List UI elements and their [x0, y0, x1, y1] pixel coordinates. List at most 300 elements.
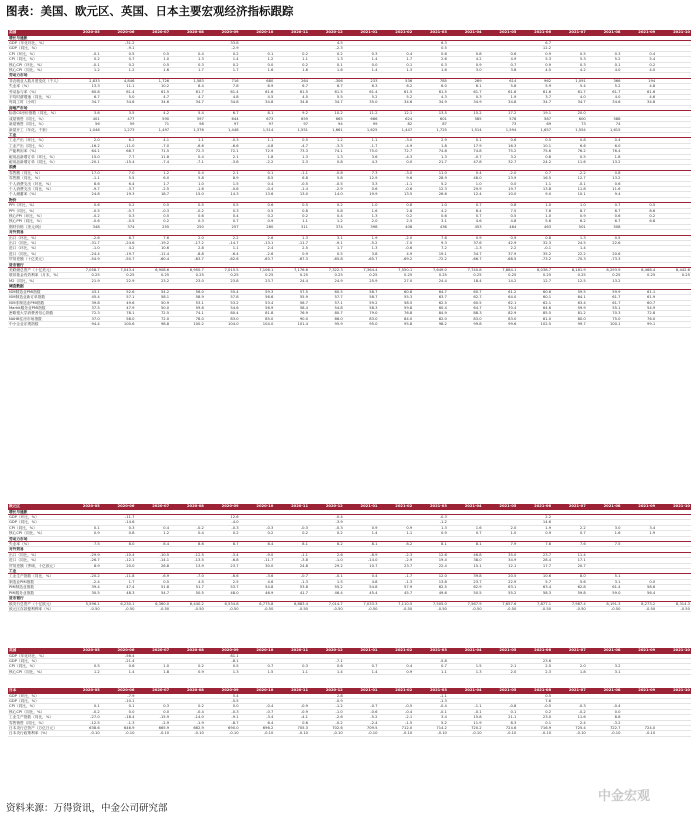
value-cell: 11.1	[101, 84, 136, 89]
value-cell: 0.7	[483, 62, 518, 67]
value-cell: 0.2	[170, 704, 205, 709]
month-header: 2021-02	[378, 648, 413, 654]
value-cell: 1,661	[309, 127, 344, 132]
value-cell: 62.1	[483, 300, 518, 305]
value-cell: 72.9	[240, 149, 275, 154]
indicator-label: 成屋销售（同比，%）	[8, 116, 66, 121]
value-cell: -4.1	[274, 715, 309, 720]
group-label: 工业	[8, 569, 691, 574]
value-cell: 60.6	[517, 289, 552, 294]
month-header: 2021-01	[344, 648, 379, 654]
value-cell: 5.2	[413, 720, 448, 725]
value-cell: 0.2	[205, 62, 240, 67]
value-cell: 0.0	[587, 709, 622, 714]
value-cell: 2.5	[378, 219, 413, 224]
value-cell: 962	[517, 78, 552, 83]
group-label: 增长与通胀	[8, 36, 691, 41]
value-cell: 1.3	[552, 235, 587, 240]
value-cell: 61.4	[101, 89, 136, 94]
value-cell: 311	[274, 224, 309, 229]
value-cell: 9.3	[413, 241, 448, 246]
indicator-label: PMI服务业指数	[8, 590, 66, 595]
value-cell: 1.0	[517, 214, 552, 219]
value-cell: 0.0	[205, 704, 240, 709]
month-header: 2020-05	[66, 30, 101, 36]
value-cell: 70.4	[483, 305, 518, 310]
value-cell: -0.50	[378, 606, 413, 611]
value-cell: 64.0	[483, 295, 518, 300]
value-cell: 72.0	[135, 316, 170, 321]
value-cell: 0.3	[344, 51, 379, 56]
value-cell: 0.2	[274, 62, 309, 67]
value-cell: 785	[413, 78, 448, 83]
value-cell: 8,273.2	[622, 601, 657, 606]
month-header: 2020-10	[240, 504, 275, 510]
group-label: 房地产市场	[8, 105, 691, 110]
value-cell: -1.1	[378, 181, 413, 186]
value-cell: 55.4	[205, 289, 240, 294]
value-cell: 102.5	[517, 322, 552, 327]
value-cell: -8.9	[344, 552, 379, 557]
value-cell: 590	[135, 116, 170, 121]
value-cell: 1.8	[552, 669, 587, 674]
value-cell: 25.9	[344, 278, 379, 283]
value-cell: 0.0	[240, 62, 275, 67]
value-cell: 1.4	[309, 669, 344, 674]
value-cell: 104.0	[205, 322, 240, 327]
value-cell: 1.7	[101, 579, 136, 584]
value-cell: 463	[517, 224, 552, 229]
value-cell: 1,514	[240, 127, 275, 132]
value-cell: 0.2	[309, 531, 344, 536]
watermark-logo: 中金宏观	[598, 789, 651, 804]
value-cell: -0.3	[413, 515, 448, 520]
value-cell: 60.4	[413, 305, 448, 310]
value-cell: 99.1	[622, 322, 657, 327]
indicator-label: NAHB住房市场指数	[8, 316, 66, 321]
value-cell: -20.1	[66, 159, 101, 164]
value-cell: 100.2	[170, 322, 205, 327]
value-cell: -0.3	[274, 525, 309, 530]
indicator-label: 欧元区存款便利利率（%）	[8, 606, 66, 611]
value-cell: 62.9	[448, 585, 483, 590]
section-table	[8, 30, 691, 328]
value-cell: -2.9	[309, 186, 344, 191]
value-cell: -1.7	[378, 574, 413, 579]
value-cell: 0.9	[344, 525, 379, 530]
group-label: 工业	[8, 132, 691, 137]
value-cell: 3.5	[101, 111, 136, 116]
value-cell: 2.8	[309, 694, 344, 699]
value-cell: 13.8	[517, 186, 552, 191]
value-cell: -0.50	[483, 606, 518, 611]
value-cell: 3.6	[66, 111, 101, 116]
month-header: 2021-03	[413, 648, 448, 654]
value-cell: 1.3	[413, 154, 448, 159]
value-cell: 597	[170, 116, 205, 121]
value-cell: -0.2	[170, 525, 205, 530]
value-cell: 61.4	[344, 89, 379, 94]
value-cell: 63.7	[413, 295, 448, 300]
month-header: 2020-07	[135, 30, 170, 36]
indicator-label: 失业率（%）	[8, 84, 66, 89]
value-cell: 0.0	[622, 579, 657, 584]
value-cell: -18.4	[101, 715, 136, 720]
value-cell: 0.4	[378, 51, 413, 56]
value-cell: 47.8	[448, 159, 483, 164]
value-cell: 12.7	[552, 176, 587, 181]
value-cell: -10.5	[135, 552, 170, 557]
group-label: 劳动力市场	[8, 73, 691, 78]
indicator-label: 每周工时（小时）	[8, 100, 66, 105]
value-cell: 104.0	[240, 322, 275, 327]
value-cell: 11.4	[552, 552, 587, 557]
indicator-label: ISM制造业新订单指数	[8, 295, 66, 300]
indicator-label: GDP（环比，%）	[8, 694, 66, 699]
value-cell: 7,649.0	[413, 268, 448, 273]
month-header: 2021-08	[587, 504, 622, 510]
value-cell: 30.0	[240, 563, 275, 568]
value-cell: 0.5	[101, 51, 136, 56]
value-cell: 2.0	[552, 664, 587, 669]
value-cell: 20.5	[483, 574, 518, 579]
value-cell: 5.4	[205, 694, 240, 699]
value-cell: 2.8	[170, 246, 205, 251]
value-cell: 1.0	[517, 203, 552, 208]
value-cell: -0.2	[170, 208, 205, 213]
value-cell: 80.4	[205, 311, 240, 316]
value-cell: 722.7	[587, 726, 622, 731]
value-cell: 0.5	[135, 579, 170, 584]
indicator-label: 美联储总资产（十亿美元）	[8, 268, 66, 273]
month-header: 2021-10	[656, 504, 691, 510]
value-cell: 60.8	[66, 89, 101, 94]
value-cell: 0.25	[483, 273, 518, 278]
value-cell: 233	[344, 78, 379, 83]
value-cell: 7,033.3	[344, 601, 379, 606]
value-cell: 72.3	[66, 311, 101, 316]
value-cell: -29.9	[66, 552, 101, 557]
value-cell: 0.7	[448, 531, 483, 536]
value-cell: 72.7	[378, 149, 413, 154]
value-cell: -13.1	[240, 241, 275, 246]
value-cell: 1,376	[170, 127, 205, 132]
value-cell: 4.2	[135, 111, 170, 116]
value-cell: 100.6	[101, 322, 136, 327]
value-cell: 37.0	[66, 316, 101, 321]
value-cell: -1.1	[413, 694, 448, 699]
value-cell: 24.8	[66, 192, 101, 197]
value-cell: -63.7	[240, 257, 275, 262]
value-cell: -0.7	[448, 154, 483, 159]
value-cell: 13.3	[66, 84, 101, 89]
indicator-label: 个人储蓄率（%）	[8, 192, 66, 197]
month-header: 2020-08	[170, 30, 205, 36]
value-cell: -1.7	[344, 143, 379, 148]
value-cell: 2.5	[205, 579, 240, 584]
value-cell: -0.9	[309, 699, 344, 704]
value-cell: 58.9	[170, 295, 205, 300]
value-cell: 2.9	[413, 138, 448, 143]
value-cell: 39.4	[66, 585, 101, 590]
value-cell: 0.1	[240, 170, 275, 175]
value-cell: 12.6	[205, 515, 240, 520]
value-cell: 62.5	[413, 300, 448, 305]
value-cell: 48.3	[101, 590, 136, 595]
value-cell: 6,950.7	[170, 268, 205, 273]
value-cell: 5.4	[622, 57, 657, 62]
value-cell: 4.5	[309, 41, 344, 46]
value-cell: 11.6	[552, 715, 587, 720]
value-cell: 85.0	[240, 316, 275, 321]
value-cell: 0.25	[517, 273, 552, 278]
value-cell: 0.3	[101, 214, 136, 219]
value-cell: 64.1	[552, 295, 587, 300]
value-cell: -9.1	[309, 241, 344, 246]
value-cell: 0.5	[587, 235, 622, 240]
value-cell: 95.9	[309, 322, 344, 327]
value-cell: 6.3	[413, 41, 448, 46]
value-cell: -2.9	[205, 46, 240, 51]
value-cell: 79.0	[344, 311, 379, 316]
value-cell: 6,908.6	[135, 268, 170, 273]
value-cell: 14.0	[309, 192, 344, 197]
value-cell: 0.3	[413, 62, 448, 67]
value-cell: 7,567.9	[448, 601, 483, 606]
value-cell: 52.6	[101, 289, 136, 294]
value-cell: -1.6	[170, 186, 205, 191]
value-cell: 0.4	[135, 525, 170, 530]
value-cell: 6,440.2	[170, 601, 205, 606]
value-cell: -0.7	[344, 704, 379, 709]
value-cell: 64.7	[448, 305, 483, 310]
value-cell: 34.9	[448, 100, 483, 105]
value-cell: 0.2	[274, 531, 309, 536]
value-cell: 13.5	[378, 192, 413, 197]
value-cell: 74.1	[309, 149, 344, 154]
value-cell: 45.4	[66, 295, 101, 300]
value-cell: 46.4	[309, 590, 344, 595]
value-cell: 0.4	[587, 138, 622, 143]
value-cell: 56.4	[622, 590, 657, 595]
month-header: 2021-06	[517, 504, 552, 510]
value-cell: 61.5	[309, 89, 344, 94]
value-cell: 68.7	[101, 149, 136, 154]
value-cell: 0.1	[66, 704, 101, 709]
value-cell: -4.9	[378, 143, 413, 148]
month-header: 2020-06	[101, 648, 136, 654]
value-cell: -24.4	[66, 251, 101, 256]
indicator-label: 工业产出（同比，%）	[8, 143, 66, 148]
value-cell: 6.3	[344, 84, 379, 89]
value-cell: 4.9	[378, 251, 413, 256]
value-cell: -8.8	[170, 251, 205, 256]
value-cell: 4.0	[587, 68, 622, 73]
value-cell: 61.6	[622, 89, 657, 94]
value-cell: 0.7	[101, 57, 136, 62]
value-cell: -7.4	[135, 159, 170, 164]
value-cell: 8.4	[135, 542, 170, 547]
value-cell: -0.10	[587, 731, 622, 736]
value-cell: 4.5	[240, 95, 275, 100]
value-cell: -7.0	[170, 574, 205, 579]
value-cell: 269	[448, 78, 483, 83]
value-cell: -2.1	[378, 715, 413, 720]
value-cell: 1.3	[170, 57, 205, 62]
value-cell: 35.2	[517, 251, 552, 256]
month-header: 2021-06	[517, 688, 552, 694]
value-cell: -21.4	[101, 659, 136, 664]
indicator-label: 零售额（同比，%）	[8, 170, 66, 175]
value-cell: 0.25	[656, 273, 691, 278]
value-cell: -0.7	[101, 208, 136, 213]
value-cell: 0.1	[378, 62, 413, 67]
month-header: 2020-11	[274, 30, 309, 36]
value-cell: 8.4	[170, 84, 205, 89]
value-cell: 2.6	[413, 57, 448, 62]
value-cell: 63.4	[552, 300, 587, 305]
value-cell: 57.9	[378, 585, 413, 590]
value-cell: 436	[413, 224, 448, 229]
value-cell: 1,091	[552, 78, 587, 83]
value-cell: 477	[101, 116, 136, 121]
value-cell: 662.9	[170, 726, 205, 731]
value-cell: 0.8	[448, 51, 483, 56]
value-cell: 1.4	[205, 57, 240, 62]
value-cell: 8.7	[552, 208, 587, 213]
value-cell: 11.8	[552, 186, 587, 191]
value-cell: 1.0	[552, 203, 587, 208]
value-cell: 3.1	[309, 235, 344, 240]
value-cell: 16.3	[483, 143, 518, 148]
month-header: 2020-09	[205, 504, 240, 510]
value-cell: 34.8	[274, 100, 309, 105]
value-cell: 4.2	[552, 68, 587, 73]
value-cell: 1.3	[344, 214, 379, 219]
value-cell: -0.50	[587, 606, 622, 611]
value-cell: 99.8	[448, 322, 483, 327]
value-cell: 6,360.0	[135, 601, 170, 606]
value-cell: 7,550.1	[378, 268, 413, 273]
value-cell: 23.7	[378, 563, 413, 568]
value-cell: 588	[587, 116, 622, 121]
value-cell: -10.4	[101, 552, 136, 557]
value-cell: -2.5	[135, 186, 170, 191]
value-cell: 1.2	[309, 219, 344, 224]
value-cell: -2.2	[552, 170, 587, 175]
value-cell: 0.2	[240, 531, 275, 536]
value-cell: 81.1	[205, 654, 240, 659]
value-cell: -11.7	[274, 241, 309, 246]
indicator-label: M2（同比，%）	[8, 278, 66, 283]
value-cell: 3.8	[344, 251, 379, 256]
value-cell: 1.3	[448, 669, 483, 674]
month-header: 2020-08	[170, 688, 205, 694]
value-cell: 0.7	[413, 664, 448, 669]
value-cell: 60.1	[517, 295, 552, 300]
value-cell: 59.6	[170, 305, 205, 310]
value-cell: 464	[483, 224, 518, 229]
value-cell: 0.6	[66, 203, 101, 208]
value-cell: 11.6	[587, 186, 622, 191]
value-cell: 39.8	[448, 574, 483, 579]
value-cell: 0.3	[135, 704, 170, 709]
value-cell: -11.7	[240, 558, 275, 563]
value-cell: 97	[205, 122, 240, 127]
value-cell: 0.6	[413, 214, 448, 219]
value-cell: 638.6	[66, 726, 101, 731]
value-cell: 19.1	[413, 251, 448, 256]
month-header: 2020-05	[66, 688, 101, 694]
value-cell: 59.8	[552, 590, 587, 595]
value-cell: -0.3	[205, 138, 240, 143]
value-cell: -9.1	[205, 715, 240, 720]
indicator-label: 出口（环比，%）	[8, 235, 66, 240]
value-cell: 54.8	[309, 305, 344, 310]
value-cell: 6.7	[205, 111, 240, 116]
value-cell: -69.2	[378, 257, 413, 262]
month-header: 2021-03	[413, 688, 448, 694]
value-cell: 33.8	[205, 41, 240, 46]
value-cell: 71	[135, 122, 170, 127]
value-cell: 2.4	[240, 246, 275, 251]
value-cell: 82	[378, 122, 413, 127]
month-header: 2020-06	[101, 504, 136, 510]
value-cell: 0.1	[448, 138, 483, 143]
month-header: 2021-03	[413, 30, 448, 36]
value-cell: 0.2	[309, 203, 344, 208]
group-label: 对外贸易	[8, 547, 691, 552]
value-cell: 257	[205, 224, 240, 229]
value-cell: 7,505.0	[413, 601, 448, 606]
indicator-label: GDP（同比，%）	[8, 659, 66, 664]
value-cell: 401	[66, 116, 101, 121]
value-cell: 37.6	[448, 241, 483, 246]
value-cell: 13.2	[587, 159, 622, 164]
value-cell: 4.8	[622, 84, 657, 89]
value-cell: 61.4	[587, 585, 622, 590]
month-header: 2020-09	[205, 688, 240, 694]
value-cell: 5.2	[587, 84, 622, 89]
value-cell: 0.1	[587, 62, 622, 67]
indicator-label: ISM非制造业PMI指数	[8, 300, 66, 305]
value-cell: 69	[517, 122, 552, 127]
value-cell: 101.4	[274, 322, 309, 327]
value-cell: 5.6	[552, 579, 587, 584]
value-cell: 8.6	[66, 181, 101, 186]
value-cell: 348	[66, 224, 101, 229]
value-cell: -0.10	[517, 731, 552, 736]
value-cell: 10.2	[309, 111, 344, 116]
value-cell: -11.4	[135, 251, 170, 256]
value-cell: -11.8	[101, 574, 136, 579]
value-cell: -0.50	[448, 606, 483, 611]
value-cell: 60.5	[448, 300, 483, 305]
value-cell: -0.6	[378, 186, 413, 191]
value-cell: 5.2	[413, 181, 448, 186]
value-cell: -0.50	[622, 606, 657, 611]
value-cell: 61.6	[483, 89, 518, 94]
indicator-label: GDP（同比，%）	[8, 46, 66, 51]
value-cell: 0.6	[413, 51, 448, 56]
value-cell: 49.6	[101, 300, 136, 305]
value-cell: 1,725	[413, 127, 448, 132]
value-cell: 1.3	[309, 57, 344, 62]
month-header: 2021-07	[552, 504, 587, 510]
value-cell: 3.2	[483, 154, 518, 159]
value-cell: 1.4	[101, 669, 136, 674]
group-label: 货币银行	[8, 262, 691, 267]
